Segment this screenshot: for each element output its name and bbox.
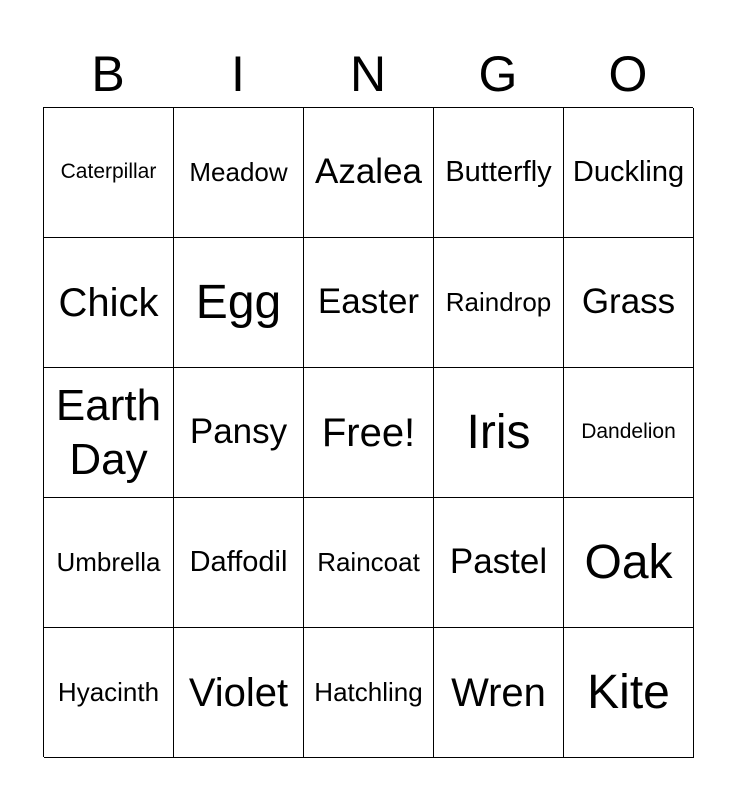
bingo-cell[interactable] <box>434 628 564 758</box>
bingo-cell[interactable] <box>44 628 174 758</box>
cell-label: Caterpillar <box>60 160 157 184</box>
cell-label: Grass <box>581 282 676 322</box>
bingo-cell[interactable] <box>434 368 564 498</box>
bingo-cell[interactable] <box>304 108 434 238</box>
bingo-cell[interactable] <box>564 628 694 758</box>
header-letter-n: N <box>349 46 387 102</box>
cell-label: Violet <box>188 670 289 715</box>
bingo-cell[interactable] <box>564 368 694 498</box>
cell-label: Chick <box>58 280 159 325</box>
bingo-cell[interactable] <box>174 238 304 368</box>
bingo-cell[interactable] <box>304 238 434 368</box>
cell-label: Daffodil <box>189 545 288 578</box>
cell-label: Egg <box>195 275 282 329</box>
cell-label: Raincoat <box>317 546 420 577</box>
cell-label: Hyacinth <box>57 676 160 707</box>
header-letter-i: I <box>231 46 245 102</box>
cell-label: Wren <box>451 670 546 715</box>
bingo-header <box>43 40 693 108</box>
cell-label: Earth Day <box>55 380 162 484</box>
cell-label: Umbrella <box>56 546 161 577</box>
bingo-cell[interactable] <box>434 238 564 368</box>
bingo-cell[interactable] <box>174 108 304 238</box>
cell-label: Hatchling <box>314 676 423 707</box>
cell-label: Pansy <box>189 412 288 452</box>
cell-label: Iris <box>466 405 531 459</box>
cell-label: Raindrop <box>445 286 552 317</box>
bingo-cell[interactable] <box>44 498 174 628</box>
bingo-board <box>43 107 693 757</box>
header-letter-b: B <box>91 46 125 102</box>
cell-label: Duckling <box>572 155 685 188</box>
cell-label: Butterfly <box>445 155 552 188</box>
cell-label: Oak <box>584 535 673 589</box>
bingo-cell[interactable] <box>304 498 434 628</box>
bingo-cell[interactable] <box>44 108 174 238</box>
bingo-cell[interactable] <box>174 628 304 758</box>
cell-label: Azalea <box>314 152 423 192</box>
cell-label: Pastel <box>449 542 548 582</box>
cell-label: Dandelion <box>581 420 676 444</box>
cell-label: Kite <box>587 665 670 719</box>
bingo-cell[interactable] <box>434 498 564 628</box>
header-letter-o: O <box>608 46 648 102</box>
cell-label: Easter <box>317 282 420 322</box>
bingo-cell[interactable] <box>564 498 694 628</box>
bingo-cell[interactable] <box>434 108 564 238</box>
bingo-cell[interactable] <box>304 368 434 498</box>
cell-label: Meadow <box>189 156 288 187</box>
bingo-cell[interactable] <box>304 628 434 758</box>
bingo-cell[interactable] <box>44 238 174 368</box>
bingo-cell[interactable] <box>44 368 174 498</box>
bingo-cell[interactable] <box>564 108 694 238</box>
cell-label: Free! <box>321 410 416 455</box>
bingo-cell[interactable] <box>564 238 694 368</box>
bingo-cell[interactable] <box>174 368 304 498</box>
header-letter-g: G <box>478 46 518 102</box>
bingo-cell[interactable] <box>174 498 304 628</box>
